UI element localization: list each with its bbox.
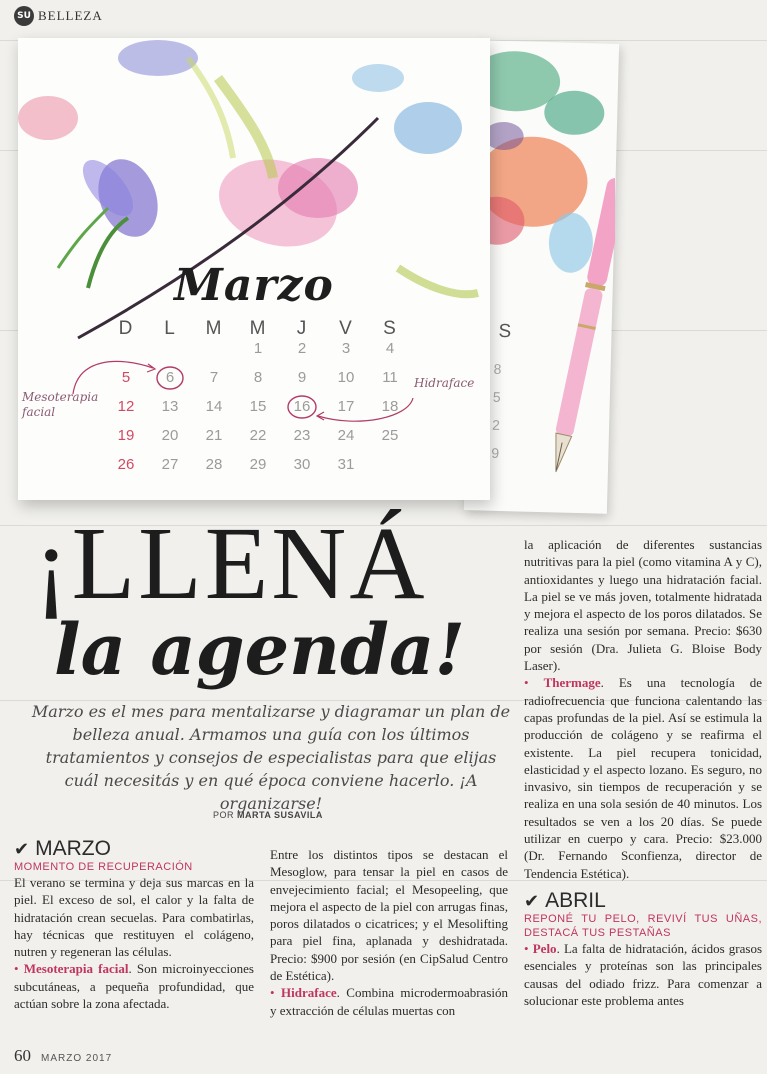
calendar-day: 30 <box>293 456 311 473</box>
byline-prefix: POR <box>213 810 235 820</box>
back-day: 9 <box>491 444 500 461</box>
section-subtitle-marzo: MOMENTO DE RECUPERACIÓN <box>14 861 193 873</box>
calendar-day-highlighted: 6 <box>165 369 175 386</box>
calendar-month-title: Marzo <box>174 260 334 311</box>
bullet-paragraph <box>14 960 254 1012</box>
calendar-day: 8 <box>253 369 263 386</box>
calendar-week <box>104 398 412 415</box>
weekday-label: V <box>339 318 353 339</box>
column-2 <box>270 846 508 1019</box>
calendar-day: 20 <box>161 427 179 444</box>
calendar-day: 9 <box>297 369 307 386</box>
calendar-week <box>104 369 412 386</box>
paragraph: El verano se termina y deja sus marcas en la piel. El exceso de sol, el calor y la falta de hidratación crean secuelas. Para combatirlas, hay técnicas que restituyen el colágeno, nutren y regeneran las células. <box>14 875 254 960</box>
weekday-label: J <box>296 318 308 339</box>
bullet-title: Pelo <box>532 940 557 956</box>
byline-author: MARTA SUSAVILA <box>237 810 323 820</box>
bullet-text: . Combina microdermoabrasión y extracción de células muertas con <box>270 985 508 1018</box>
checkmark-icon: ✔ <box>14 839 30 859</box>
calendar-day: 3 <box>341 340 351 357</box>
bullet-title: Hidraface <box>281 985 337 1001</box>
calendar-day: 11 <box>382 369 398 386</box>
calendar-week <box>104 427 412 444</box>
column-1 <box>14 838 254 1012</box>
calendar-day: 15 <box>249 398 267 415</box>
calendar-day: 14 <box>205 398 223 415</box>
bullet-paragraph <box>524 940 762 1009</box>
fountain-pen-illustration <box>555 175 615 495</box>
weekday-label: M <box>205 318 223 339</box>
calendar-day <box>192 340 236 357</box>
calendar-day: 13 <box>161 398 179 415</box>
weekday-label: M <box>249 318 267 339</box>
weekday-label: D <box>118 318 134 339</box>
paragraph: Entre los distintos tipos se destacan el Mesoglow, para tensar la piel en casos de envejecimiento facial; el Mesopeeling, que mejora el aspecto de la piel con arrugas finas, poros dilatados o cicatrices; y el Mesolifting para piel fina, aplanada y deshidratada. Precio: $900 por sesión (en CipSalud Centro de Estética). <box>270 847 508 984</box>
back-day: 8 <box>493 360 502 377</box>
bullet-text: . Es una tecnología de radiofrecuencia que funciona calentando las capas profundas de la piel. Así se estimula la producción de colágeno y se reafirma el existente. La piel recupera tonicidad, elasticidad y el aspecto lozano. Es seguro, no invasivo, sin tiempos de recuperación y se realiza en una sola sesión de 40 minutos. Los resultados se ven a los 20 días. Se puede utilizar en cuerpo y cara. Precio: $23.000 (Dr. Fernando Sconfienza, director de Tendencia Estética). <box>524 675 763 881</box>
checkmark-icon: ✔ <box>524 890 540 911</box>
bullet-text: . La falta de hidratación, ácidos grasos esenciales y proteínas son las principales causas del odiado frizz. Para comenzar a solucionar este problema antes <box>524 940 763 1008</box>
bullet-icon: • <box>524 940 529 956</box>
calendar-week <box>104 340 412 357</box>
calendar-day: 7 <box>209 369 219 386</box>
section-subtitle-abril: REPONÉ TU PELO, REVIVÍ TUS UÑAS, DESTACÁ TUS PESTAÑAS <box>524 912 762 939</box>
calendar-day: 10 <box>337 369 355 386</box>
calendar-day: 5 <box>121 369 131 386</box>
section-heading-abril <box>524 890 762 912</box>
bullet-title: Thermage <box>543 675 601 691</box>
headline-secondary: la agenda! <box>54 608 466 691</box>
bullet-title: Mesoterapia facial <box>23 961 129 977</box>
calendar-day-highlighted: 16 <box>293 398 311 415</box>
calendar-day <box>148 340 192 357</box>
bullet-icon: • <box>14 961 19 977</box>
section-title: BELLEZA <box>38 8 103 23</box>
calendar-day: 2 <box>297 340 307 357</box>
weekday-row <box>104 318 412 340</box>
page-footer <box>14 1046 112 1066</box>
calendar-day: 25 <box>381 427 399 444</box>
calendar-day: 19 <box>117 427 135 444</box>
bullet-icon: • <box>524 675 529 691</box>
bullet-paragraph <box>524 674 762 882</box>
page-header <box>14 6 103 26</box>
calendar-card <box>18 38 490 500</box>
calendar-day: 29 <box>249 456 267 473</box>
handwritten-note-hidraface: Hidraface <box>414 376 475 390</box>
calendar-day: 24 <box>337 427 355 444</box>
bullet-paragraph <box>270 984 508 1019</box>
calendar-day: 27 <box>161 456 179 473</box>
article-intro: Marzo es el mes para mentalizarse y diagramar un plan de belleza anual. Armamos una guía con los últimos tratamientos y consejos de especialistas para que elijas cuál necesitás y en qué época conviene hacerlo. ¡A organizarse! <box>31 702 511 813</box>
calendar-day: 1 <box>253 340 263 357</box>
calendar-day: 17 <box>337 398 355 415</box>
bullet-icon: • <box>270 985 275 1001</box>
paragraph: la aplicación de diferentes sustancias nutritivas para la piel (como vitamina A y C), antioxidantes y luego una hidratación facial. La piel se ve más joven, totalmente hidratada y mejora el aspecto de los poros dilatados. Se realiza una sesión por semana. Precio: $630 por sesión (Dra. Julieta G. Bloise Body Laser). <box>524 537 762 674</box>
section-heading-marzo <box>14 838 254 860</box>
calendar-day: 21 <box>205 427 223 444</box>
page-number: 60 <box>14 1046 31 1065</box>
calendar-day: 26 <box>117 456 135 473</box>
calendar-day: 28 <box>205 456 223 473</box>
calendar-day: 23 <box>293 427 311 444</box>
back-day: 2 <box>491 416 501 433</box>
back-day: 5 <box>492 388 501 405</box>
issue-date: MARZO 2017 <box>41 1053 113 1064</box>
column-3 <box>524 536 762 1009</box>
byline <box>213 810 323 820</box>
magazine-badge: SU <box>14 6 34 26</box>
section-title-abril: ABRIL <box>545 888 606 912</box>
back-weekday: S <box>498 320 512 343</box>
bullet-text: . Son microinyecciones subcutáneas, a pequeña profundidad, que actúan sobre la zona afectada. <box>14 961 254 1012</box>
calendar-day <box>104 340 148 357</box>
calendar-day: 4 <box>385 340 395 357</box>
calendar-week <box>104 456 412 473</box>
calendar-day: 12 <box>117 398 135 415</box>
weekday-label: S <box>383 318 397 339</box>
calendar-day <box>368 456 412 473</box>
handwritten-note-mesoterapia: Mesoterapia facial <box>22 390 99 419</box>
headline-primary: ¡LLENÁ <box>34 506 428 621</box>
calendar-day: 18 <box>381 398 399 415</box>
weekday-label: L <box>164 318 176 339</box>
section-title-marzo: MARZO <box>35 837 111 860</box>
calendar-day: 31 <box>337 456 355 473</box>
calendar-day: 22 <box>249 427 267 444</box>
